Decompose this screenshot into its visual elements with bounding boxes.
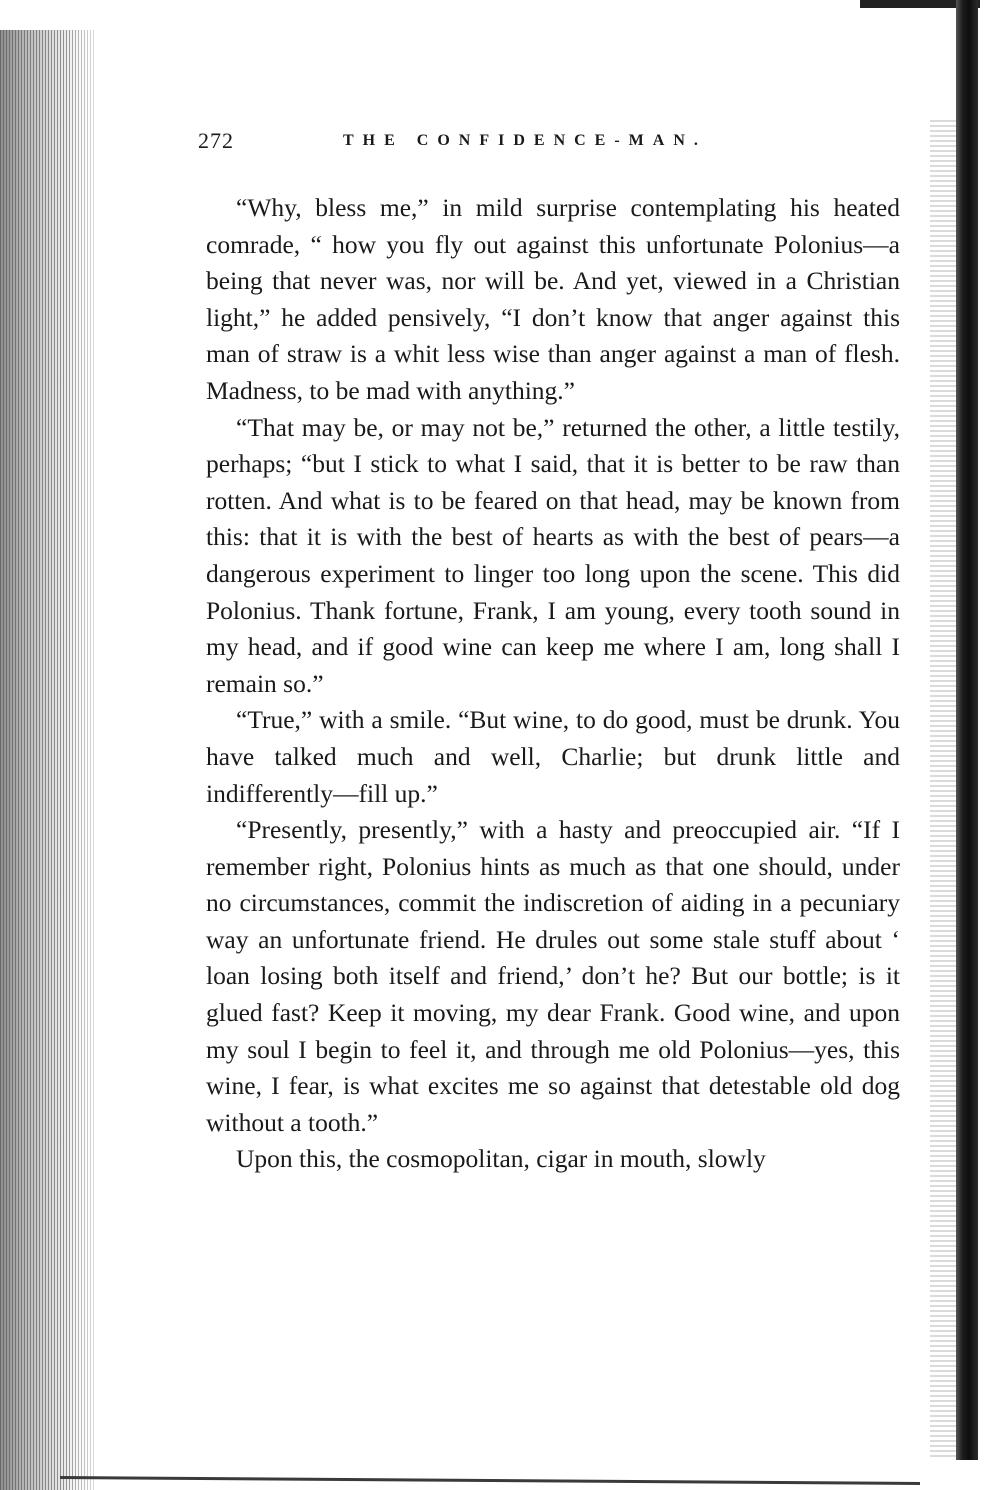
page-header bbox=[198, 128, 898, 158]
binding-gutter-fade bbox=[0, 30, 110, 1490]
bottom-page-edge bbox=[60, 1476, 920, 1485]
running-head: THE CONFIDENCE-MAN. bbox=[343, 132, 707, 149]
paragraph-1: “Why, bless me,” in mild surprise contemplating his heated comrade, “ how you fly out against this unfortunate Polonius—a being that never was, nor will be. And yet, viewed in a Christian light,” he added pensively, “I don’t know that anger against this man of straw is a whit less wise than anger against a man of flesh. Madness, to be mad with anything.” bbox=[206, 193, 900, 405]
body-text bbox=[206, 190, 900, 1178]
paragraph-5: Upon this, the cosmopolitan, cigar in mouth, slowly bbox=[236, 1144, 766, 1174]
right-edge-speckle bbox=[930, 120, 958, 1460]
page-number: 272 bbox=[198, 128, 234, 153]
right-page-edge bbox=[956, 0, 978, 1460]
paragraph-4: “Presently, presently,” with a hasty and preoccupied air. “If I remember right, Polonius hints as much as that one should, under no circumstances, commit the indiscretion of aiding in a pecuniary way an unfortunate friend. He drules out some stale stuff about ‘ loan losing both itself and friend,’ don’t he? But our bottle; is it glued fast? Keep it moving, my dear Frank. Good wine, and upon my soul I begin to feel it, and through me old Polonius—yes, this wine, I fear, is what excites me so against that detestable old dog without a tooth.” bbox=[206, 815, 900, 1137]
paragraph-3: “True,” with a smile. “But wine, to do good, must be drunk. You have talked much and well, Charlie; but drunk little and indifferently—fill up.” bbox=[206, 705, 900, 808]
paragraph-2: “That may be, or may not be,” returned the other, a little testily, perhaps; “but I stick to what I said, that it is better to be raw than rotten. And what is to be feared on that head, may be known from this: that it is with the best of hearts as with the best of pears—a dangerous experiment to linger too long upon the scene. This did Polonius. Thank fortune, Frank, I am young, every tooth sound in my head, and if good wine can keep me where I am, long shall I remain so.” bbox=[206, 412, 900, 698]
